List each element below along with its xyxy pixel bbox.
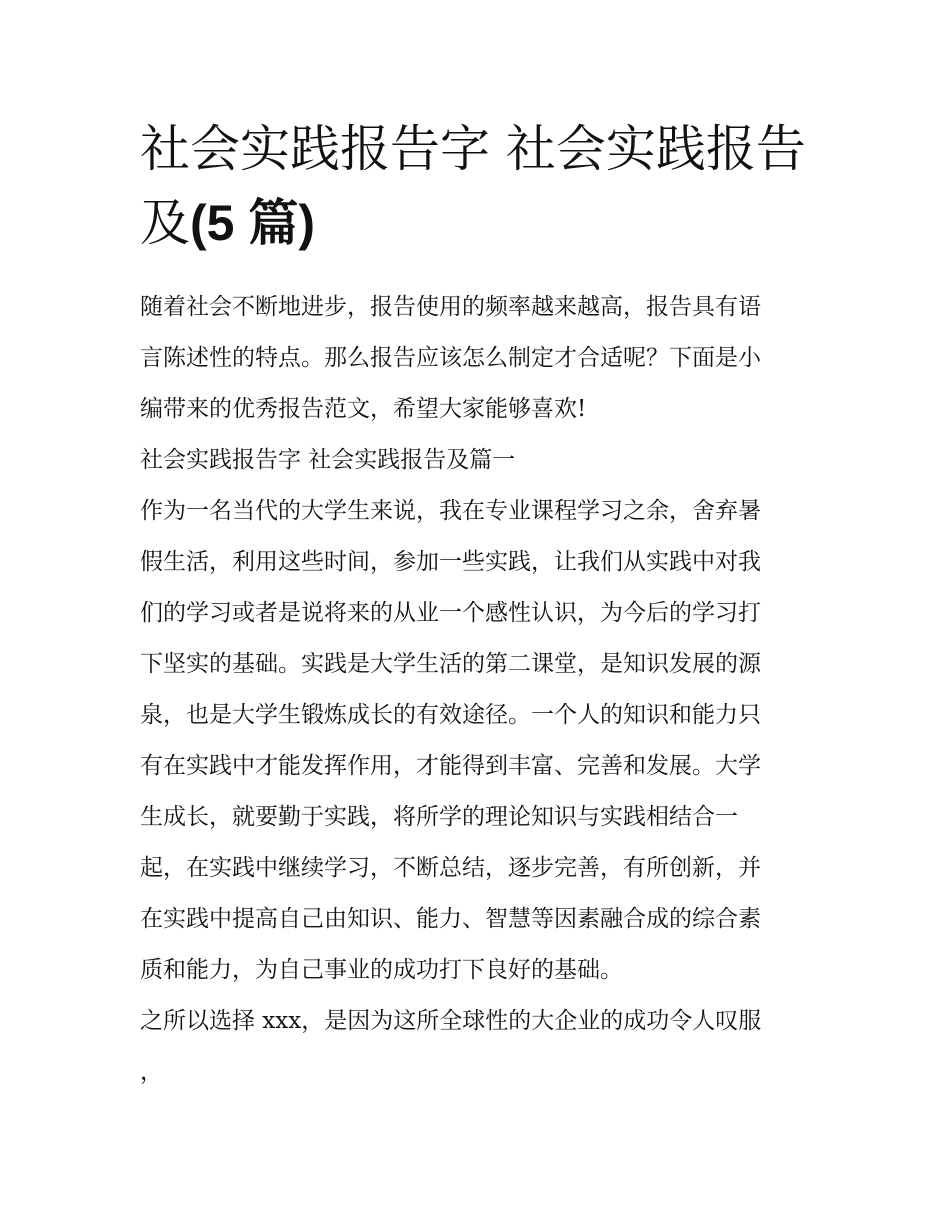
paragraph-1-line: 生成长，就要勤于实践，将所学的理论知识与实践相结合一 xyxy=(140,804,738,830)
intro-line: 随着社会不断地进步，报告使用的频率越来越高，报告具有语 xyxy=(140,294,761,320)
paragraph-1-line: 们的学习或者是说将来的从业一个感性认识，为今后的学习打 xyxy=(140,600,761,626)
title-line-2-count: (5 篇) xyxy=(190,195,315,251)
intro-line: 编带来的优秀报告范文，希望大家能够喜欢! xyxy=(140,396,587,422)
document-title xyxy=(140,112,820,260)
title-line-2-prefix: 及 xyxy=(140,194,190,252)
paragraph-1-line: 起，在实践中继续学习，不断总结，逐步完善，有所创新，并 xyxy=(140,855,761,881)
paragraph-1-line: 下坚实的基础。实践是大学生活的第二课堂，是知识发展的源 xyxy=(140,651,761,677)
section-heading: 社会实践报告字 社会实践报告及篇一 xyxy=(140,447,516,473)
paragraph-1-line: 假生活，利用这些时间，参加一些实践，让我们从实践中对我 xyxy=(140,549,761,575)
paragraph-1-line: 在实践中提高自己由知识、能力、智慧等因素融合成的综合素 xyxy=(140,906,761,932)
paragraph-1-line: 有在实践中才能发挥作用，才能得到丰富、完善和发展。大学 xyxy=(140,753,761,779)
paragraph-1-line: 质和能力，为自己事业的成功打下良好的基础。 xyxy=(140,957,623,983)
title-line-1: 社会实践报告字 社会实践报告 xyxy=(140,120,806,178)
paragraph-1-line: 泉，也是大学生锻炼成长的有效途径。一个人的知识和能力只 xyxy=(140,702,761,728)
paragraph-2-line: ， xyxy=(140,1059,163,1085)
paragraph-2-line: 之所以选择 xxx，是因为这所全球性的大企业的成功令人叹服 xyxy=(140,1008,762,1034)
intro-line: 言陈述性的特点。那么报告应该怎么制定才合适呢？下面是小 xyxy=(140,345,761,371)
paragraph-1-line: 作为一名当代的大学生来说，我在专业课程学习之余，舍弃暑 xyxy=(140,498,761,524)
title-line-2 xyxy=(140,186,820,260)
document-body xyxy=(140,282,820,1098)
